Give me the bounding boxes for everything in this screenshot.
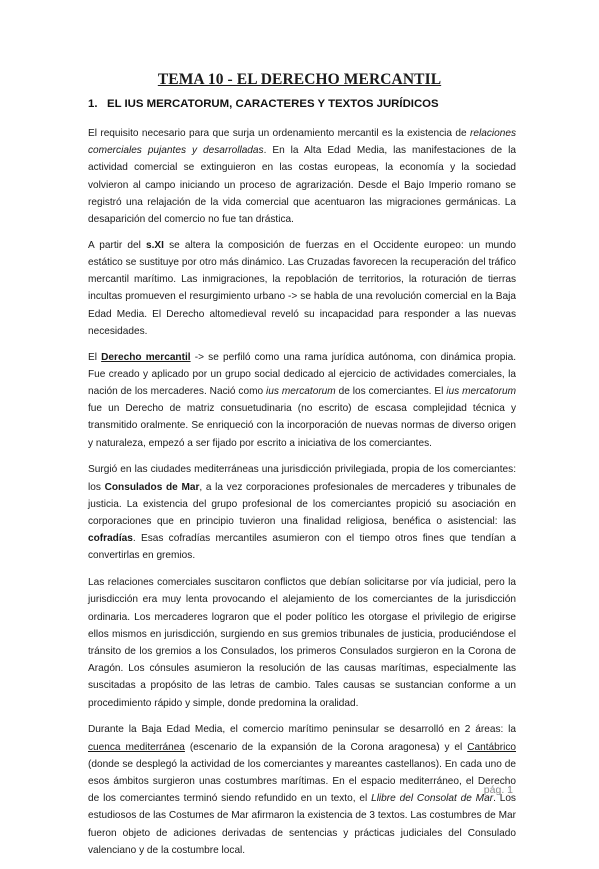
section-title: EL IUS MERCATORUM, CARACTERES Y TEXTOS JURÍDICOS	[107, 98, 439, 110]
paragraph	[88, 349, 516, 452]
text-run: relaciones comerciales pujantes y desarrolladas	[88, 128, 516, 157]
text-run: Llibre del Consolat de Mar	[371, 793, 494, 805]
text-run: ius mercatorum	[266, 386, 336, 398]
text-run: . En la Alta Edad Media, las manifestaciones de la actividad comercial se extinguieron en las costas europeas, la economía y la sociedad volvieron al campo iniciando un proceso de agrarización. Desde el Bajo Imperio romano se registró una relajación de la vida comercial que acentuaron las migraciones germánicas. La desaparición del comercio no fue tan drástica.	[88, 145, 516, 226]
text-run: El requisito necesario para que surja un ordenamiento mercantil es la existencia de	[88, 128, 470, 139]
text-run: de los comerciantes. El	[335, 386, 447, 398]
text-run: -> se perfiló como una rama jurídica autónoma, con dinámica propia. Fue creado y aplicado por un grupo social dedicado al ejercicio de actividades comerciales, la nación de los mercaderes. Nació como	[88, 351, 517, 398]
paragraph	[88, 125, 516, 228]
text-run: (escenario de la expansión de la Corona aragonesa) y el	[184, 741, 468, 753]
text-run: . Esas cofradías mercantiles asumieron con el tiempo otros fines que tendían a convertirlas en gremios.	[88, 533, 516, 562]
text-run: Consulados de Mar	[104, 481, 200, 493]
text-run: cuenca mediterránea	[88, 741, 185, 753]
text-run: Derecho mercantil	[101, 351, 191, 363]
text-run: Surgió en las ciudades mediterráneas una jurisdicción privilegiada, propia de los comerciantes: los	[88, 464, 516, 493]
text-run: ius mercatorum	[446, 386, 516, 398]
text-run: A partir del	[88, 239, 146, 251]
text-run: , a la vez corporaciones profesionales de mercaderes y tribunales de justicia. La existencia del grupo profesional de los comerciantes propició su asociación en corporaciones que en principio tuvieron una finalidad religiosa, benéfica o asistencial: las	[88, 481, 517, 528]
paragraph	[88, 574, 516, 712]
paragraph	[88, 721, 516, 859]
section-number: 1.	[88, 98, 98, 110]
section-heading	[88, 98, 439, 110]
document-body	[88, 125, 516, 869]
text-run: cofradías	[88, 533, 133, 545]
page-number: pág. 1	[483, 784, 513, 796]
text-run: Cantábrico	[467, 741, 517, 753]
text-run: . Los estudiosos de las Costumes de Mar afirmaron la existencia de 3 textos. Las costumbres de Mar fueron objeto de adiciones derivadas de sentencias y prácticas judiciales del Consulado valenciano y de la costumbre local.	[88, 793, 516, 856]
text-run: Las relaciones comerciales suscitaron conflictos que debían solicitarse por vía judicial, pero la jurisdicción era muy lenta provocando el alejamiento de los comerciantes de la jurisdicción ordinaria. Los mercaderes lograron que el poder político les otorgase el privilegio de erigirse ellos mismos en jurisdicción, surgiendo en sus gremios tribunales de justicia, produciéndose el tránsito de los gremios a los Consulados, los primeros Consulados surgieron en la Corona de Aragón. Los cónsules asumieron la resolución de las causas marítimas, especialmente las suscitadas a propósito de las letras de cambio. Tales causas se sustancian conforme a un procedimiento rápido y simple, donde predomina la oralidad.	[88, 577, 516, 709]
text-run: fue un Derecho de matriz consuetudinaria (no escrito) de escasa complejidad técnica y transmitido oralmente. Se enriqueció con la incorporación de nuevas normas de diverso origen y naturaleza, empezó a ser fijado por escrito a iniciativa de los comerciantes.	[88, 403, 516, 449]
text-run: El	[88, 351, 102, 363]
page-title: TEMA 10 - EL DERECHO MERCANTIL	[157, 71, 442, 88]
text-run: se altera la composición de fuerzas en el Occidente europeo: un mundo estático se sustituye por otro más dinámico. Las Cruzadas favorecen la recuperación del tráfico mercantil marítimo. Las inmigraciones, la repoblación de territorios, la roturación de tierras incultas promueven el resurgimiento urbano -> se habla de una revolución comercial en la Baja Edad Media. El Derecho altomedieval reveló su incapacidad para responder a las nuevas necesidades.	[88, 239, 516, 337]
paragraph	[88, 237, 516, 340]
text-run: s.XI	[145, 239, 164, 251]
text-run: Durante la Baja Edad Media, el comercio marítimo peninsular se desarrolló en 2 áreas: la	[88, 724, 516, 736]
text-run: (donde se desplegó la actividad de los comerciantes y mareantes castellanos). En cada uno de esos ámbitos surgieron unas costumbres marítimas. En el espacio mediterráneo, el Derecho de los comerciantes terminó siendo refundido en un texto, el	[88, 758, 516, 805]
paragraph	[88, 461, 516, 564]
